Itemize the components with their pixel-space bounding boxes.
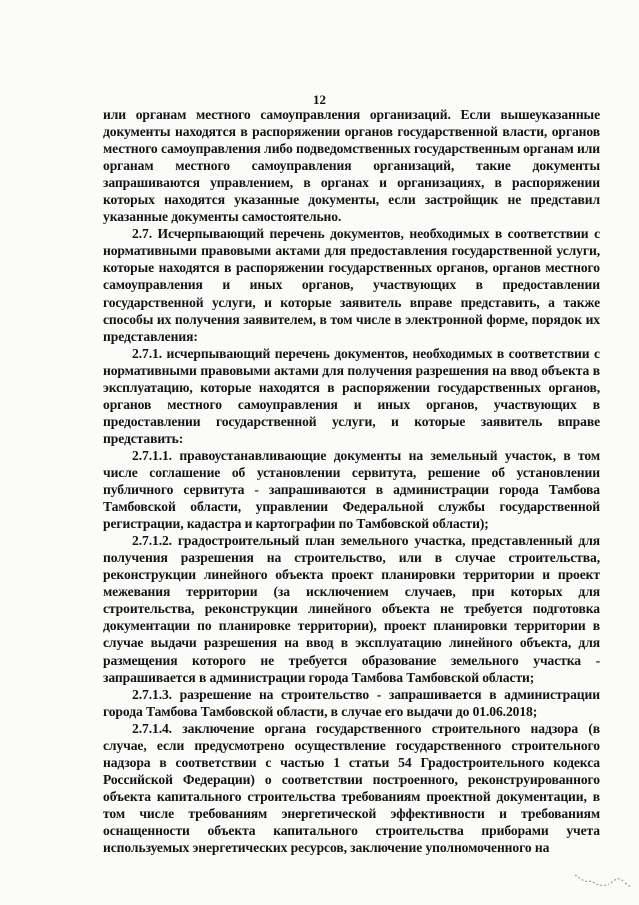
scan-mark — [573, 867, 633, 889]
paragraph-2-7-1: 2.7.1. исчерпывающий перечень документов, необходимых в соответствии с нормативными правовыми актами для получения разрешения на ввод объекта в эксплуатацию, которые находятся в распоряжении государственных органов, органов местного самоуправления и иных органов, участвующих в предоставлении государственной услуги, и которые заявитель вправе представить: — [103, 345, 600, 446]
paragraph-2-7-1-4: 2.7.1.4. заключение органа государственного строительного надзора (в случае, если предусмотрено осуществление государственного строительного надзора в соответствии с частью 1 статьи 54 Градостроительного кодекса Российской Федерации) о соответствии построенного, реконструированного объекта капитального строительства требованиям проектной документации, в том числе требованиям энергетической эффективности и требованиям оснащенности объекта капитального строительства приборами учета используемых энергетических ресурсов, заключение уполномоченного на — [103, 720, 600, 856]
paragraph-2-7-1-1: 2.7.1.1. правоустанавливающие документы на земельный участок, в том числе соглашение об установлении сервитута, решение об установлении публичного сервитута - запрашиваются в администрации города Тамбова Тамбовской области, управлении Федеральной службы государственной регистрации, кадастра и картографии по Тамбовской области); — [103, 447, 600, 532]
document-body — [103, 106, 600, 856]
page-number: 12 — [313, 92, 326, 107]
paragraph-2-7-1-2: 2.7.1.2. градостроительный план земельного участка, представленный для получения разрешения на строительство, или в случае строительства, реконструкции линейного объекта проект планировки территории и проект межевания территории (за исключением случаев, при которых для строительства, реконструкции линейного объекта не требуется подготовка документации по планировке территории), проект планировки территории в случае выдачи разрешения на ввод в эксплуатацию линейного объекта, для размещения которого не требуется образование земельного участка - запрашивается в администрации города Тамбова Тамбовской области; — [103, 533, 600, 685]
paragraph-continuation: или органам местного самоуправления организаций. Если вышеуказанные документы находятся в распоряжении органов государственной власти, органов местного самоуправления либо подведомственных государственным органам или органам местного самоуправления организаций, такие документы запрашиваются управлением, в органах и организациях, в распоряжении которых находятся указанные документы, если застройщик не представил указанные документы самостоятельно. — [103, 107, 600, 225]
paragraph-2-7: 2.7. Исчерпывающий перечень документов, необходимых в соответствии с нормативными правовыми актами для предоставления государственной услуги, которые находятся в распоряжении государственных органов, органов местного самоуправления и иных органов, участвующих в предоставлении государственной услуги, и которые заявитель вправе представить, а также способы их получения заявителем, в том числе в электронной форме, порядок их представления: — [103, 226, 600, 344]
paragraph-2-7-1-3: 2.7.1.3. разрешение на строительство - запрашивается в администрации города Тамбова Тамбовской области, в случае его выдачи до 01.06.2018; — [103, 686, 600, 719]
